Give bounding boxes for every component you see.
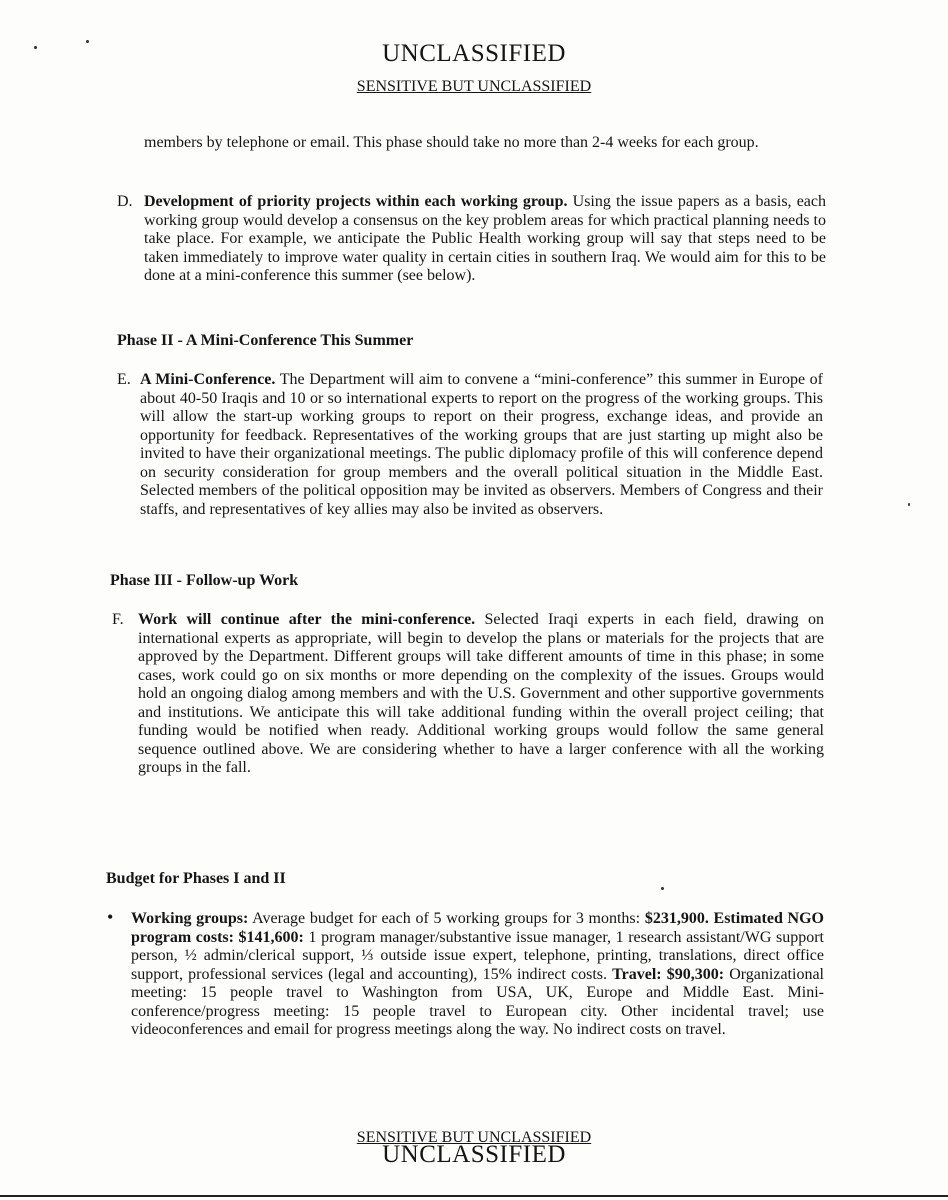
footer-classification: UNCLASSIFIED: [382, 1141, 566, 1168]
item-d-title: Development of priority projects within each working group.: [144, 193, 568, 210]
item-f-title: Work will continue after the mini-conference.: [138, 611, 476, 628]
phase-3-heading: Phase III - Follow-up Work: [110, 572, 299, 589]
continuation-paragraph: members by telephone or email. This phase should take no more than 2-4 weeks for each group.: [144, 134, 759, 151]
item-d-text: Using the issue papers as a basis, each working group would develop a consensus on the key problem areas for which practical planning needs to take place. For example, we anticipate the Public Health working group will say that steps need to be taken immediately to improve water quality in certain cities in southern Iraq. We would aim for this to be done at a mini-conference this summer (see below).: [144, 193, 826, 284]
budget-bullet-paragraph: [131, 910, 824, 1040]
scan-speck: [34, 46, 37, 49]
item-f-label: F.: [112, 611, 124, 628]
item-f-text: Selected Iraqi experts in each field, drawing on international experts as appropriate, will begin to develop the plans or materials for the projects that are approved by the Department. Different groups will take different amounts of time in this phase; in some cases, work could go on six months or more depending on the complexity of the issues. Groups would hold an ongoing dialog among members and with the U.S. Government and other supportive governments and institutions. We anticipate this will take additional funding within the overall project ceiling; that funding would be notified when ready. Additional working groups would follow the same general sequence outlined above. We are considering whether to have a larger conference with all the working groups in the fall.: [138, 611, 824, 776]
bullet-icon: •: [107, 907, 114, 927]
scan-speck: [908, 503, 910, 506]
ngo-costs-text: 1 program manager/substantive issue manager, 1 research assistant/WG support person, ½ admin/clerical support, ⅓ outside issue expert, telephone, printing, translations, direct office support, professional services (legal and accounting), 15% indirect costs.: [131, 928, 824, 983]
header-handling-caveat: SENSITIVE BUT UNCLASSIFIED: [356, 78, 592, 95]
travel-label: Travel: $90,300:: [612, 965, 725, 983]
item-e-text: The Department will aim to convene a “mini-conference” this summer in Europe of about 40-50 Iraqis and 10 or so international experts to report on the progress of the working groups. This will allow the start-up working groups to report on their progress, exchange ideas, and provide an opportunity for feedback. Representatives of the working groups that are just starting up might also be invited to have their organizational meetings. The public diplomacy profile of this will conference depend on security consideration for group members and the overall political situation in the Middle East. Selected members of the political opposition may be invited as observers. Members of Congress and their staffs, and representatives of key allies may also be invited as observers.: [140, 371, 824, 518]
ngo-costs-label: Estimated NGO program costs: $141,600:: [131, 910, 824, 946]
item-e-title: A Mini-Conference.: [140, 371, 276, 388]
header-classification: UNCLASSIFIED: [382, 40, 566, 67]
phase-2-heading: Phase II - A Mini-Conference This Summer: [117, 332, 414, 349]
scan-speck: [661, 887, 664, 890]
item-e-label: E.: [117, 371, 131, 388]
working-groups-amount: $231,900.: [644, 910, 709, 927]
footer-handling-caveat: SENSITIVE BUT UNCLASSIFIED: [356, 1129, 592, 1146]
scan-speck: [86, 40, 89, 43]
item-d-label: D.: [117, 193, 133, 210]
scan-edge-line: [0, 1195, 948, 1197]
budget-heading: Budget for Phases I and II: [106, 870, 286, 887]
item-f-paragraph: [138, 611, 824, 778]
working-groups-label: Working groups:: [131, 910, 249, 927]
item-e-paragraph: [140, 371, 823, 519]
travel-text: Organizational meeting: 15 people travel to Washington from USA, UK, Europe and Middle East. Mini-conference/progress meeting: 15 people travel to European city. Other incidental travel; use videoconferences and email for progress meetings along the way. No indirect costs on travel.: [131, 965, 824, 1038]
item-d-paragraph: [144, 193, 826, 286]
working-groups-text: Average budget for each of 5 working groups for 3 months:: [248, 910, 645, 927]
